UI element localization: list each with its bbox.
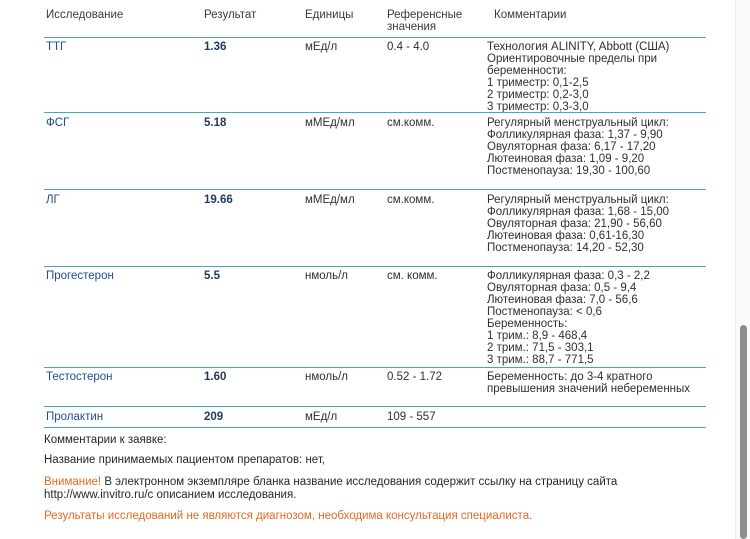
result-value: 5.18 [204,117,227,129]
result-value: 5.5 [204,270,220,282]
unit: нмоль/л [305,371,349,383]
reference-range: 109 - 557 [387,411,436,423]
comment-block: Регулярный менструальный цикл: Фолликулярная фаза: 1,68 - 15,00 Овуляторная фаза: 21,90 - 56,60 Лютеиновая фаза: 0,61-16,30 Постменопауза: 14,20 - 52,30 [487,194,670,254]
row-divider [44,367,706,368]
comment-block: Беременность: до 3-4 кратного превышения значений небеременных [487,371,691,395]
warning-word: Внимание! [44,476,102,488]
row-divider [44,112,706,113]
test-name-ttg[interactable]: ТТГ [46,41,67,53]
reference-range: см.комм. [387,194,435,206]
site-link[interactable]: http://www.invitro.ru/с описанием исследования. [44,489,297,501]
header-reference: Референсные значения [387,9,463,33]
test-name-progesterone[interactable]: Прогестерон [46,270,114,282]
reference-range: см. комм. [387,270,438,282]
unit: мМЕд/мл [305,117,355,129]
reference-range: 0.4 - 4.0 [387,41,430,53]
result-value: 19.66 [204,194,233,206]
row-divider [44,406,706,407]
reference-range: см.комм. [387,117,435,129]
result-value: 1.60 [204,371,227,383]
comment-block: Регулярный менструальный цикл: Фолликулярная фаза: 1,37 - 9,90 Овуляторная фаза: 6,17 - 17,20 Лютеиновая фаза: 1,09 - 9,20 Постменопауза: 19,30 - 100,60 [487,117,669,177]
result-value: 1.36 [204,41,227,53]
unit: мМЕд/мл [305,194,355,206]
comment-block: Фолликулярная фаза: 0,3 - 2,2 Овуляторная фаза: 0,5 - 9,4 Лютеиновая фаза: 7,0 - 56,6 Постменопауза: < 0,6 Беременность: 1 трим.: 8,9 - 468,4 2 трим.: 71,5 - 303,1 3 трим.: 88,7 - 771,5 [487,270,650,366]
header-units: Единицы [305,9,354,21]
order-comments-label: Комментарии к заявке: [44,434,167,446]
test-name-lh[interactable]: ЛГ [46,194,60,206]
test-name-testosterone[interactable]: Тестостерон [46,371,113,383]
unit: мЕд/л [305,41,338,53]
scrollbar-thumb[interactable] [740,325,747,539]
unit: мЕд/л [305,411,338,423]
header-result: Результат [204,9,257,21]
comment-block: Технология ALINITY, Abbott (США) Ориентировочные пределы при беременности: 1 триместр: 0,1-2,5 2 триместр: 0,2-3,0 3 триместр: 0,3-3,0 [487,41,670,113]
disclaimer: Результаты исследований не являются диагнозом, необходима консультация специалиста. [44,510,533,522]
row-divider [44,266,706,267]
row-divider [44,189,706,190]
row-divider [44,37,706,38]
result-value: 209 [204,411,224,423]
header-test: Исследование [46,9,124,21]
reference-range: 0.52 - 1.72 [387,371,442,383]
test-name-prolactin[interactable]: Пролактин [46,411,104,423]
header-comment: Комментарии [494,9,567,21]
warning-note: Внимание! В электронном экземпляре бланка название исследования содержит ссылку на страницу сайта http://www.invitro.ru/с описанием исследования. [44,476,618,501]
unit: нмоль/л [305,270,349,282]
test-name-fsh[interactable]: ФСГ [46,117,70,129]
drugs-note: Название принимаемых пациентом препаратов: нет, [44,454,326,466]
row-divider [44,427,706,428]
